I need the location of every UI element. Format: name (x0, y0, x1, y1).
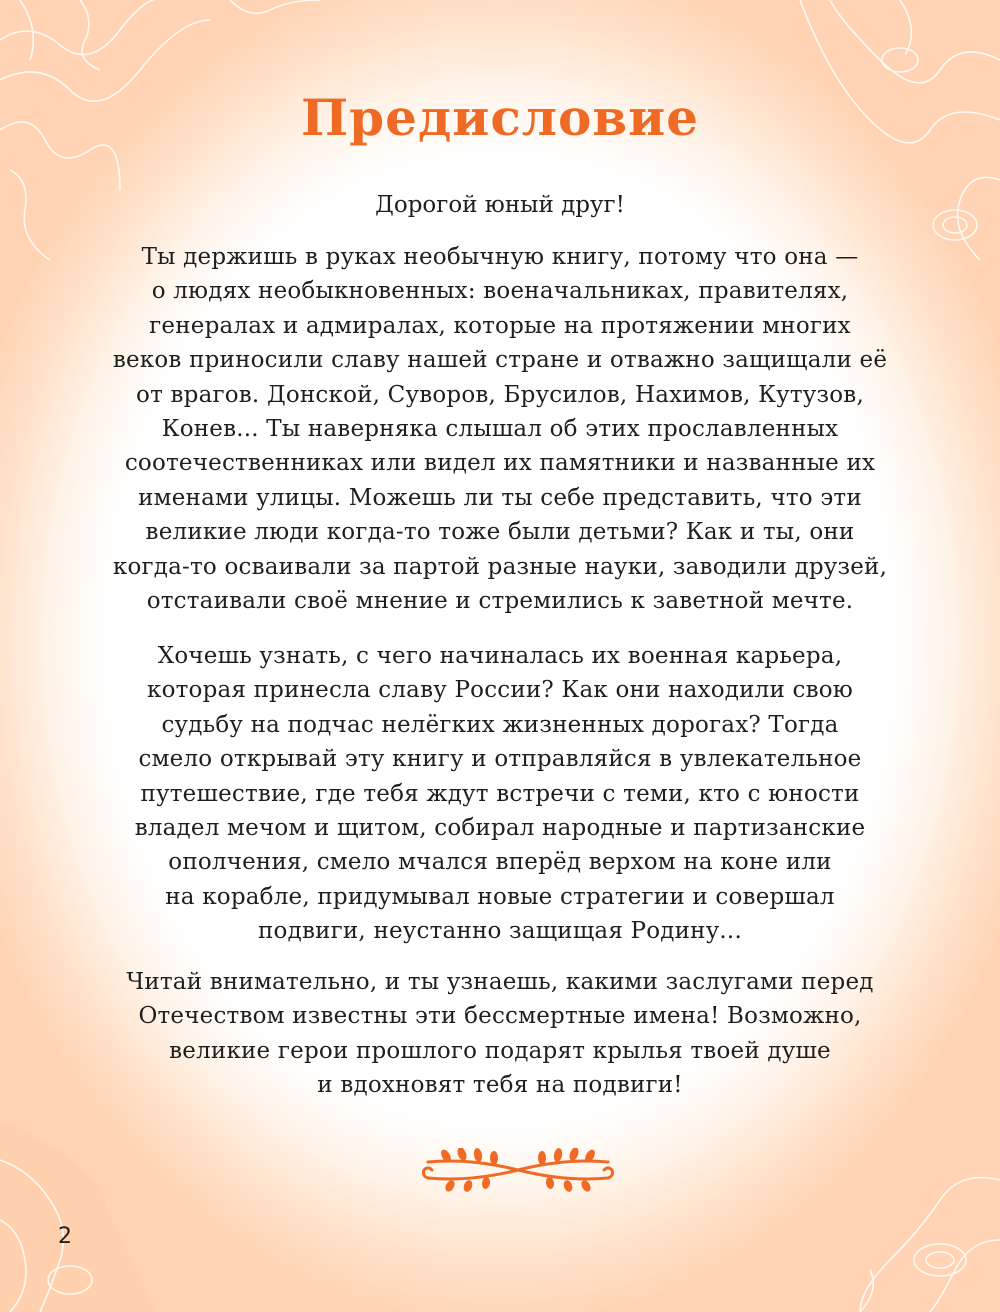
paragraph-line: великие люди когда-то тоже были детьми? Как и ты, они (145, 519, 855, 546)
paragraph-line: и вдохновят тебя на подвиги! (317, 1072, 683, 1099)
paragraph-line: Отечеством известны эти бессмертные имена! Возможно, (138, 1003, 862, 1030)
paragraph-line: владел мечом и щитом, собирал народные и партизанские (134, 815, 866, 842)
paragraph-line: Читай внимательно, и ты узнаешь, какими заслугами перед (126, 969, 874, 995)
paragraph-line: подвиги, неустанно защищая Родину... (258, 918, 742, 945)
page-number: 2 (58, 1224, 72, 1249)
paragraph-line: Хочешь узнать, с чего начиналась их военная карьера, (157, 643, 843, 669)
paragraph-line: путешествие, где тебя ждут встречи с теми, кто с юности (140, 780, 860, 807)
greeting: Дорогой юный друг! (375, 192, 625, 218)
paragraph-line: веков приносили славу нашей стране и отважно защищали её (112, 347, 888, 374)
paragraph-line: когда-то осваивали за партой разные науки, заводили друзей, (112, 553, 888, 580)
paragraph-3 (90, 965, 910, 1103)
paragraph-line: которая принесла славу России? Как они находили свою (147, 677, 853, 704)
paragraph-line: смело открывай эту книгу и отправляйся в увлекательное (138, 746, 862, 773)
page-title: Предисловие (300, 88, 700, 147)
paragraph-line: соотечественниках или видел их памятники и названные их (124, 450, 876, 477)
leaf-branch-ornament-icon (420, 1148, 616, 1192)
paragraph-1 (90, 240, 910, 618)
paragraph-line: великие герои прошлого подарят крылья твоей душе (169, 1037, 831, 1064)
paragraph-line: именами улицы. Можешь ли ты себе представить, что эти (138, 484, 862, 511)
paragraph-line: о людях необыкновенных: военачальниках, правителях, (151, 278, 849, 305)
paragraph-line: на корабле, придумывал новые стратегии и совершал (165, 883, 835, 910)
paragraph-line: Конев... Ты наверняка слышал об этих прославленных (161, 416, 839, 443)
paragraph-line: судьбу на подчас нелёгких жизненных дорогах? Тогда (161, 711, 839, 738)
paragraph-line: от врагов. Донской, Суворов, Брусилов, Нахимов, Кутузов, (136, 381, 864, 408)
paragraph-line: ополчения, смело мчался вперёд верхом на коне или (168, 849, 832, 876)
paragraph-line: отстаивали своё мнение и стремились к заветной мечте. (146, 588, 854, 615)
paragraph-line: Ты держишь в руках необычную книгу, потому что она — (141, 244, 859, 270)
paragraph-2 (90, 639, 910, 949)
paragraph-line: генералах и адмиралах, которые на протяжении многих (149, 312, 851, 339)
